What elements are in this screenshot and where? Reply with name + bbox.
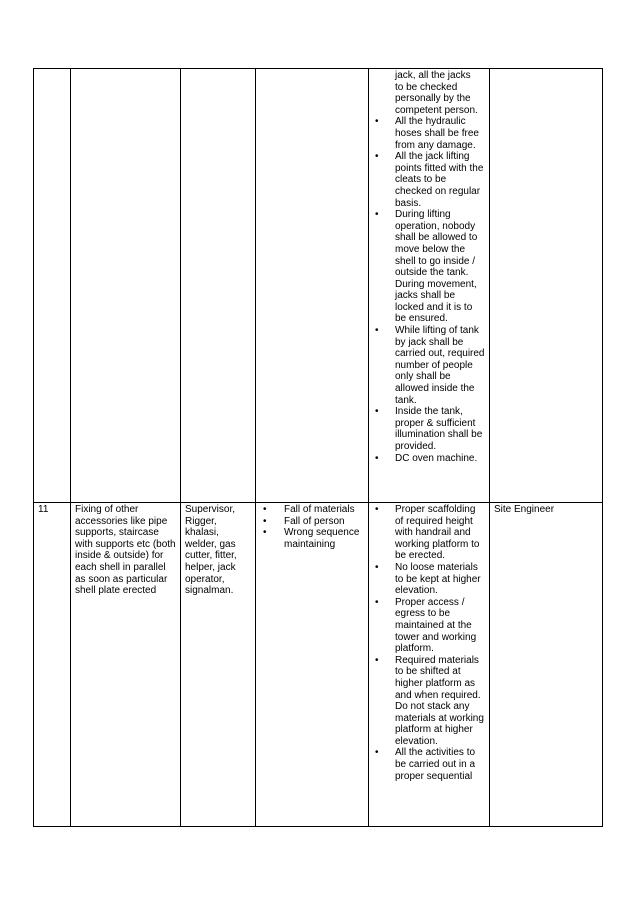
list-item: • All the jack lifting points fitted with the cleats to be checked on regular basis. bbox=[373, 151, 485, 209]
sr-no-cell bbox=[34, 69, 71, 503]
hazards-cell bbox=[256, 69, 369, 503]
sr-no-cell: 11 bbox=[34, 503, 71, 827]
table-row bbox=[34, 503, 603, 827]
list-item: • Fall of materials bbox=[260, 504, 364, 516]
list-item: • Required materials to be shifted at higher platform as and when required. Do not stack any materials at working platform at higher elevation. bbox=[373, 655, 485, 748]
hazards-cell bbox=[256, 503, 369, 827]
person-involved-cell: Supervisor, Rigger, khalasi, welder, gas cutter, fitter, helper, jack operator, signalman. bbox=[181, 503, 256, 827]
control-measures-list bbox=[373, 116, 485, 464]
activity-cell bbox=[71, 69, 181, 503]
list-item: • Inside the tank, proper & sufficient illumination shall be provided. bbox=[373, 406, 485, 452]
risk-assessment-table bbox=[33, 68, 603, 827]
list-item: • Proper scaffolding of required height with handrail and working platform to be erected. bbox=[373, 504, 485, 562]
control-measures-list bbox=[373, 504, 485, 782]
person-involved-cell bbox=[181, 69, 256, 503]
control-measures-cell bbox=[369, 69, 490, 503]
continued-line: competent person. bbox=[395, 104, 478, 116]
hazards-list bbox=[260, 504, 364, 550]
list-item: • During lifting operation, nobody shall be allowed to move below the shell to go inside / outside the tank. During movement, jacks shall be locked and it is to be ensured. bbox=[373, 209, 485, 325]
list-item: • Proper access / egress to be maintained at the tower and working platform. bbox=[373, 597, 485, 655]
responsibility-cell: Site Engineer bbox=[490, 503, 603, 827]
control-measures-cell bbox=[369, 503, 490, 827]
list-item: • All the hydraulic hoses shall be free from any damage. bbox=[373, 116, 485, 151]
list-item: • All the activities to be carried out in a proper sequential bbox=[373, 747, 485, 782]
list-item: • While lifting of tank by jack shall be carried out, required number of people only shall be allowed inside the tank. bbox=[373, 325, 485, 406]
list-item: • Wrong sequence maintaining bbox=[260, 527, 364, 550]
list-item: • No loose materials to be kept at higher elevation. bbox=[373, 562, 485, 597]
table-row bbox=[34, 69, 603, 503]
continued-control-text bbox=[373, 70, 485, 116]
list-item: • DC oven machine. bbox=[373, 453, 485, 465]
continued-line: jack, all the jacks bbox=[395, 70, 471, 81]
activity-cell: Fixing of other accessories like pipe supports, staircase with supports etc (both inside & outside) for each shell in parallel as soon as particular shell plate erected bbox=[71, 503, 181, 827]
continued-line: personally by the bbox=[395, 93, 471, 105]
responsibility-cell bbox=[490, 69, 603, 503]
list-item: • Fall of person bbox=[260, 516, 364, 528]
continued-line: to be checked bbox=[395, 81, 458, 93]
